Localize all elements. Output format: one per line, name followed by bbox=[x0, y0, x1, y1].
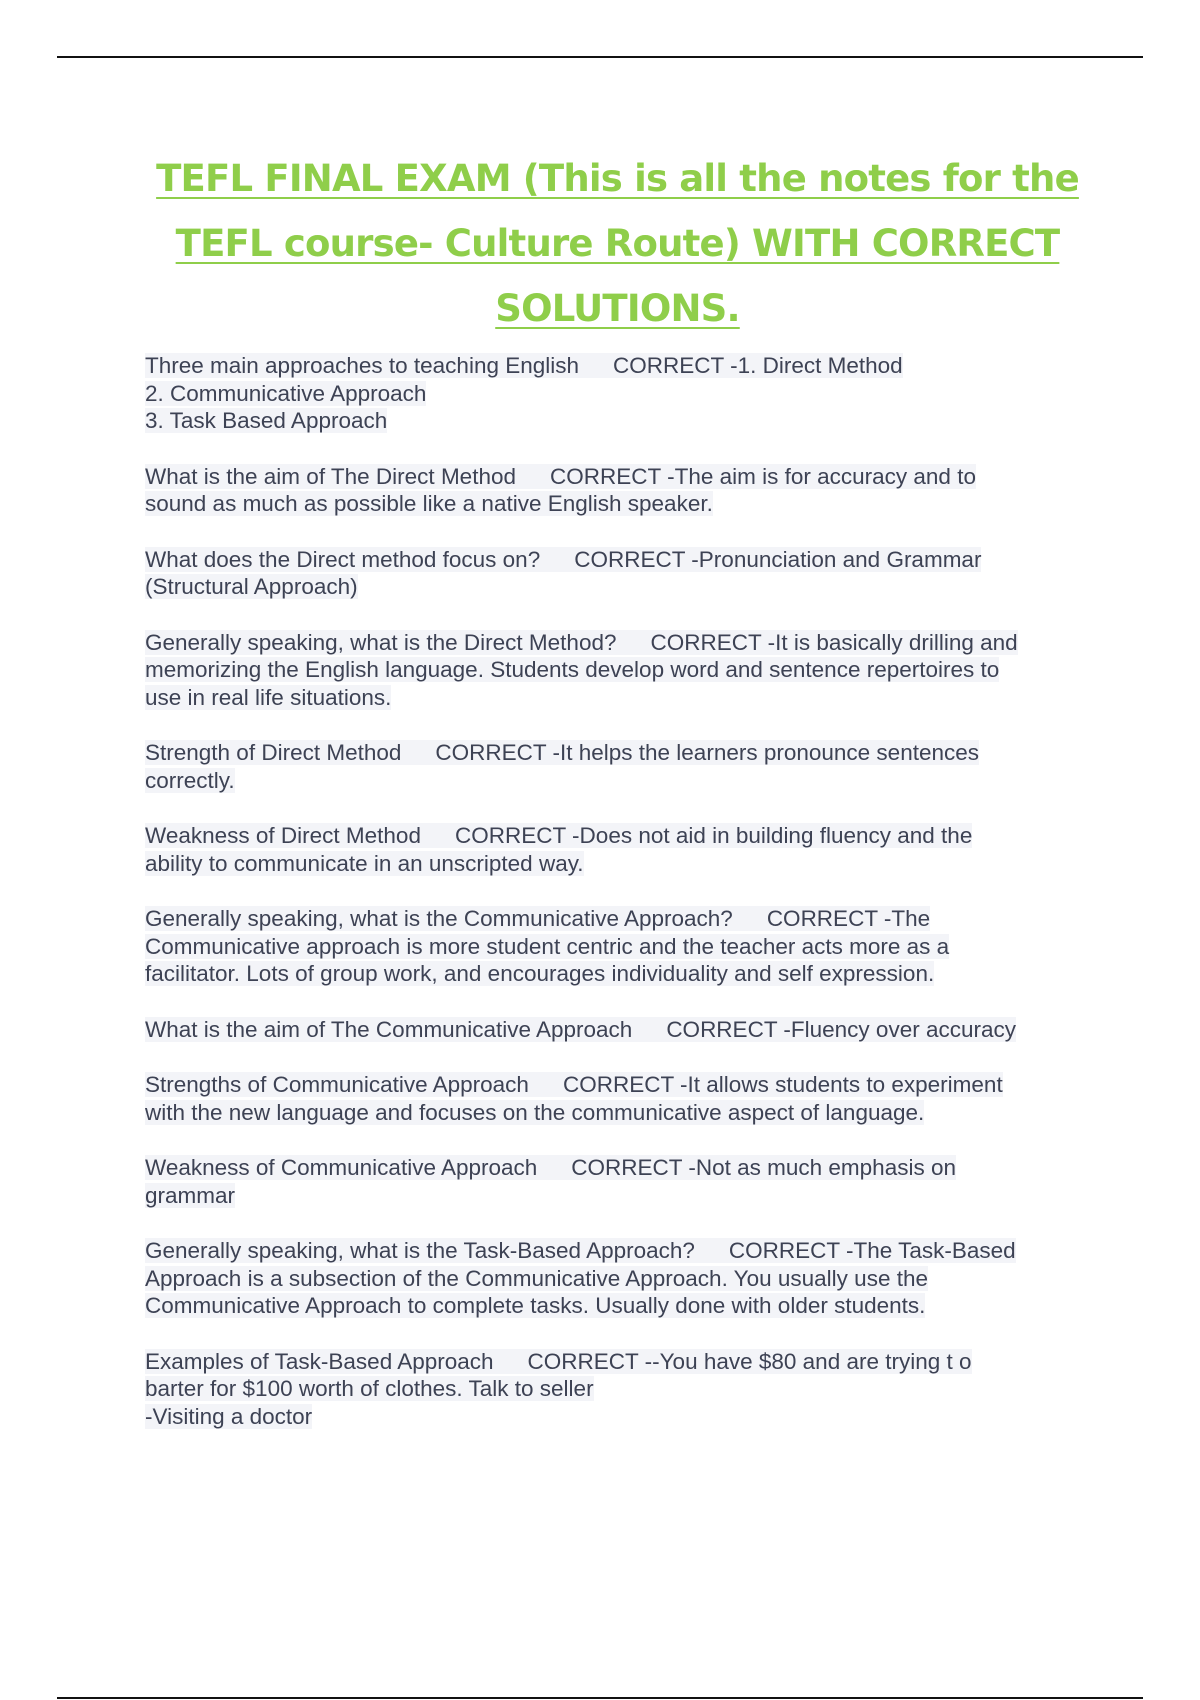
qa-line bbox=[145, 573, 1105, 601]
answer-continuation: -Visiting a doctor bbox=[145, 1403, 313, 1429]
qa-line bbox=[145, 1182, 1105, 1210]
qa-item bbox=[145, 463, 1105, 518]
qa-line bbox=[145, 546, 1105, 574]
qa-line-text bbox=[145, 1183, 235, 1208]
qa-line bbox=[145, 407, 1105, 435]
question-text: Generally speaking, what is the Direct Method? bbox=[145, 629, 617, 655]
qa-item bbox=[145, 1154, 1105, 1209]
qa-item bbox=[145, 629, 1105, 712]
answer-continuation: ability to communicate in an unscripted way. bbox=[145, 850, 584, 876]
qa-line-text bbox=[145, 1266, 928, 1291]
qa-line-text bbox=[145, 1072, 1003, 1097]
answer-continuation: Approach is a subsection of the Communicative Approach. You usually use the bbox=[145, 1265, 928, 1291]
answer-text: CORRECT -It allows students to experiment bbox=[562, 1072, 1003, 1097]
qa-line-text bbox=[145, 851, 584, 876]
answer-text: CORRECT -1. Direct Method bbox=[613, 353, 903, 378]
answer-text: CORRECT -Does not aid in building fluency and the bbox=[454, 823, 973, 848]
question-text: Weakness of Direct Method bbox=[145, 823, 421, 848]
title-line: TEFL FINAL EXAM (This is all the notes for the bbox=[156, 157, 1079, 200]
answer-text: CORRECT -The Task-Based bbox=[728, 1238, 1016, 1263]
answer-continuation: Communicative Approach to complete tasks. Usually done with older students. bbox=[145, 1293, 926, 1318]
question-text: What is the aim of The Communicative Approach bbox=[145, 1016, 633, 1042]
qa-line bbox=[145, 1099, 1105, 1127]
answer-text: CORRECT -The bbox=[766, 906, 931, 931]
qa-line-text bbox=[145, 464, 976, 489]
answer-continuation: sound as much as possible like a native English speaker. bbox=[145, 491, 713, 516]
qa-line-text bbox=[145, 1349, 972, 1374]
answer-continuation: 3. Task Based Approach bbox=[145, 408, 388, 433]
qa-line-text bbox=[145, 547, 981, 572]
question-text: What does the Direct method focus on? bbox=[145, 546, 541, 572]
qa-line-text bbox=[145, 657, 999, 682]
qa-line-text bbox=[145, 630, 1018, 655]
qa-line-text bbox=[145, 1100, 924, 1125]
qa-line bbox=[145, 1016, 1105, 1044]
bottom-rule bbox=[57, 1697, 1143, 1699]
qa-line-text bbox=[145, 381, 426, 406]
qa-line bbox=[145, 1237, 1105, 1265]
qa-line bbox=[145, 1403, 1105, 1431]
answer-text: CORRECT -Not as much emphasis on bbox=[571, 1155, 956, 1180]
qa-line-text bbox=[145, 1376, 594, 1401]
qa-line bbox=[145, 684, 1105, 712]
qa-line-text bbox=[145, 353, 903, 378]
qa-item bbox=[145, 1016, 1105, 1044]
qa-line bbox=[145, 960, 1105, 988]
qa-line bbox=[145, 1348, 1105, 1376]
qa-line bbox=[145, 490, 1105, 518]
answer-continuation: 2. Communicative Approach bbox=[145, 380, 427, 406]
qa-line-text bbox=[145, 1293, 925, 1318]
qa-line-text bbox=[145, 961, 934, 986]
document-title bbox=[130, 146, 1105, 341]
qa-line bbox=[145, 1375, 1105, 1403]
qa-item bbox=[145, 905, 1105, 988]
qa-line bbox=[145, 380, 1105, 408]
qa-line-text bbox=[145, 408, 387, 433]
answer-continuation: facilitator. Lots of group work, and encourages individuality and self expression. bbox=[145, 961, 935, 986]
qa-item bbox=[145, 739, 1105, 794]
answer-text: CORRECT -It is basically drilling and bbox=[650, 629, 1018, 655]
qa-line bbox=[145, 1154, 1105, 1182]
top-rule bbox=[57, 56, 1143, 58]
qa-line bbox=[145, 767, 1105, 795]
answer-text: CORRECT --You have $80 and are trying t o bbox=[527, 1348, 972, 1374]
qa-line-text bbox=[145, 491, 713, 516]
qa-item bbox=[145, 1071, 1105, 1126]
qa-line bbox=[145, 822, 1105, 850]
qa-item bbox=[145, 352, 1105, 435]
qa-item bbox=[145, 1348, 1105, 1431]
answer-continuation: use in real life situations. bbox=[145, 684, 392, 710]
qa-line bbox=[145, 629, 1105, 657]
qa-line-text bbox=[145, 685, 391, 710]
answer-continuation: (Structural Approach) bbox=[145, 574, 358, 599]
qa-list bbox=[145, 352, 1105, 1458]
qa-line-text bbox=[145, 1238, 1016, 1263]
question-text: Examples of Task-Based Approach bbox=[145, 1348, 494, 1374]
question-text: Weakness of Communicative Approach bbox=[145, 1155, 538, 1180]
answer-continuation: with the new language and focuses on the communicative aspect of language. bbox=[145, 1099, 925, 1125]
question-text: Strengths of Communicative Approach bbox=[145, 1072, 529, 1097]
qa-line bbox=[145, 739, 1105, 767]
qa-line-text bbox=[145, 906, 930, 931]
qa-line bbox=[145, 463, 1105, 491]
answer-continuation: Communicative approach is more student centric and the teacher acts more as a bbox=[145, 933, 950, 959]
qa-line bbox=[145, 656, 1105, 684]
question-text: Three main approaches to teaching English bbox=[145, 353, 580, 378]
qa-line-text bbox=[145, 1155, 956, 1180]
answer-text: CORRECT -Pronunciation and Grammar bbox=[574, 546, 982, 572]
answer-text: CORRECT -Fluency over accuracy bbox=[666, 1016, 1016, 1042]
question-text: Generally speaking, what is the Task-Based Approach? bbox=[145, 1238, 695, 1263]
qa-item bbox=[145, 1237, 1105, 1320]
qa-line-text bbox=[145, 768, 235, 793]
qa-item bbox=[145, 546, 1105, 601]
qa-line-text bbox=[145, 574, 358, 599]
answer-text: CORRECT -The aim is for accuracy and to bbox=[550, 463, 976, 489]
qa-line bbox=[145, 850, 1105, 878]
qa-line bbox=[145, 352, 1105, 380]
qa-item bbox=[145, 822, 1105, 877]
answer-continuation: grammar bbox=[145, 1182, 236, 1208]
answer-text: CORRECT -It helps the learners pronounce sentences bbox=[435, 740, 979, 765]
title-line: TEFL course- Culture Route) WITH CORRECT bbox=[175, 222, 1060, 265]
answer-continuation: barter for $100 worth of clothes. Talk to seller bbox=[145, 1376, 594, 1401]
qa-line-text bbox=[145, 1017, 1016, 1042]
question-text: Strength of Direct Method bbox=[145, 740, 402, 765]
title-line: SOLUTIONS. bbox=[495, 287, 740, 330]
qa-line-text bbox=[145, 1404, 312, 1429]
question-text: What is the aim of The Direct Method bbox=[145, 463, 516, 489]
qa-line-text bbox=[145, 823, 972, 848]
qa-line bbox=[145, 1071, 1105, 1099]
qa-line-text bbox=[145, 740, 979, 765]
question-text: Generally speaking, what is the Communicative Approach? bbox=[145, 906, 733, 931]
qa-line bbox=[145, 933, 1105, 961]
qa-line bbox=[145, 1265, 1105, 1293]
answer-continuation: memorizing the English language. Students develop word and sentence repertoires to bbox=[145, 657, 1000, 682]
qa-line bbox=[145, 905, 1105, 933]
answer-continuation: correctly. bbox=[145, 767, 235, 793]
qa-line-text bbox=[145, 934, 949, 959]
qa-line bbox=[145, 1292, 1105, 1320]
